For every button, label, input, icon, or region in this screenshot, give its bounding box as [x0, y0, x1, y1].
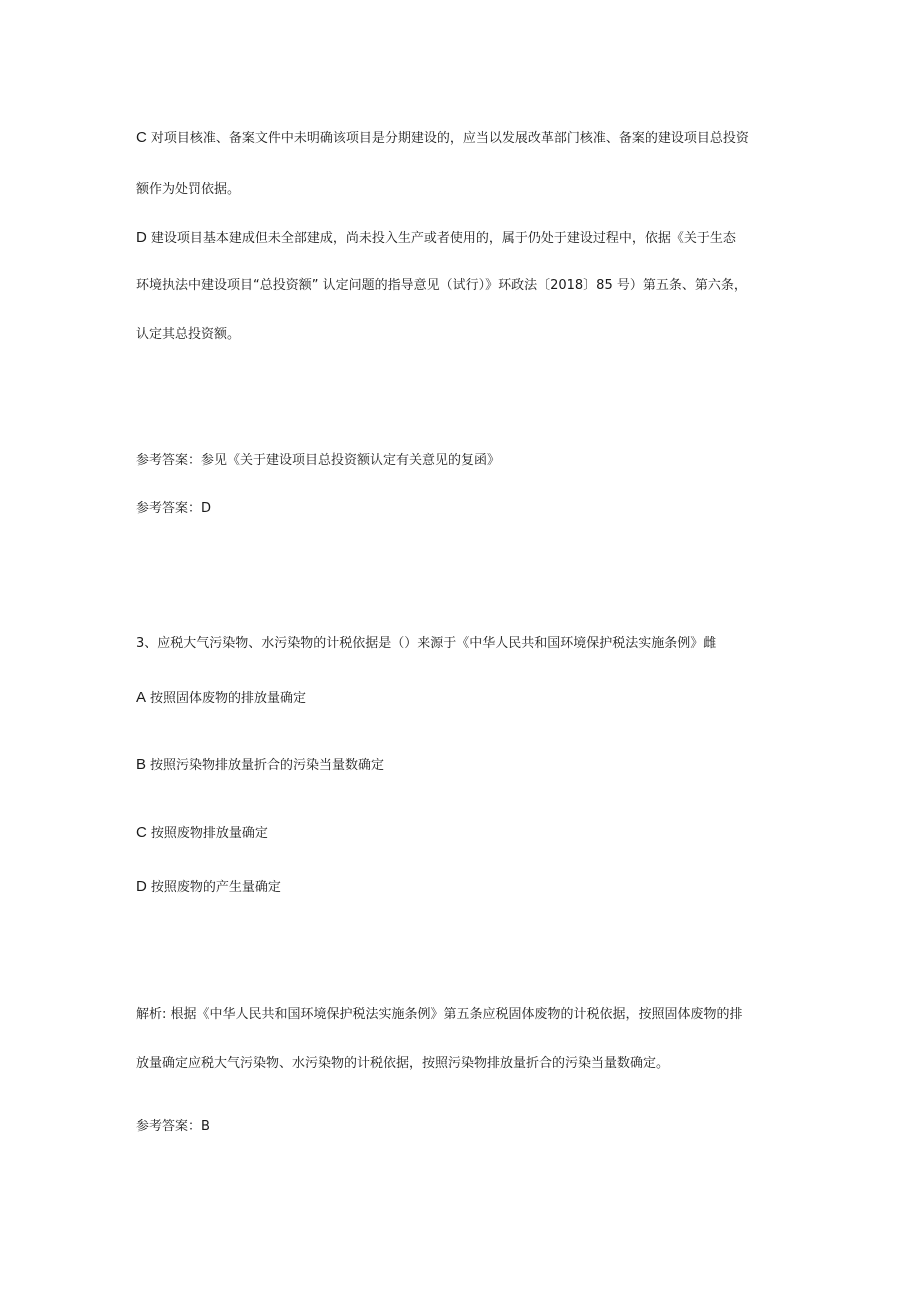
analysis-line-1: 解析: 根据《中华人民共和国环境保护税法实施条例》第五条应税固体废物的计税依据，按照固体废物的排 [136, 1007, 743, 1022]
reference-answer-1: 参考答案：参见《关于建设项目总投资额认定有关意见的复函》 [136, 453, 501, 468]
option-letter: D [136, 229, 147, 246]
option-c-line-1 [136, 129, 796, 148]
option-d-line-2: 环境执法中建设项目“总投资额” 认定问题的指导意见（试行）》环政法〔2018〕85 号）第五条、第六条， [136, 278, 747, 293]
option-text: 对项目核准、备案文件中未明确该项目是分期建设的，应当以发展改革部门核准、备案的建设项目总投资 [150, 131, 749, 146]
reference-answer-3: 参考答案：B [136, 1119, 210, 1134]
option-c-line-2: 额作为处罚依据。 [136, 182, 241, 197]
option-text: 按照废物的产生量确定 [150, 880, 281, 895]
option-b [136, 756, 796, 775]
option-d [136, 878, 796, 897]
option-a [136, 689, 796, 708]
option-letter: B [136, 756, 147, 773]
option-letter: C [136, 129, 147, 146]
option-letter: C [136, 824, 147, 841]
option-letter: A [136, 689, 147, 706]
reference-answer-2: 参考答案：D [136, 501, 212, 516]
option-text: 建设项目基本建成但未全部建成，尚未投入生产或者使用的，属于仍处于建设过程中，依据《关于生态 [150, 231, 736, 246]
option-text: 按照固体废物的排放量确定 [150, 691, 307, 706]
question-3-stem: 3、应税大气污染物、水污染物的计税依据是（）来源于《中华人民共和国环境保护税法实施条例》雌 [136, 636, 717, 651]
option-text: 按照污染物排放量折合的污染当量数确定 [150, 758, 385, 773]
analysis-line-2: 放量确定应税大气污染物、水污染物的计税依据，按照污染物排放量折合的污染当量数确定。 [136, 1056, 670, 1071]
option-c [136, 824, 796, 843]
option-d-line-1 [136, 229, 796, 248]
option-letter: D [136, 878, 147, 895]
option-text: 按照废物排放量确定 [150, 826, 268, 841]
option-d-line-3: 认定其总投资额。 [136, 327, 241, 342]
